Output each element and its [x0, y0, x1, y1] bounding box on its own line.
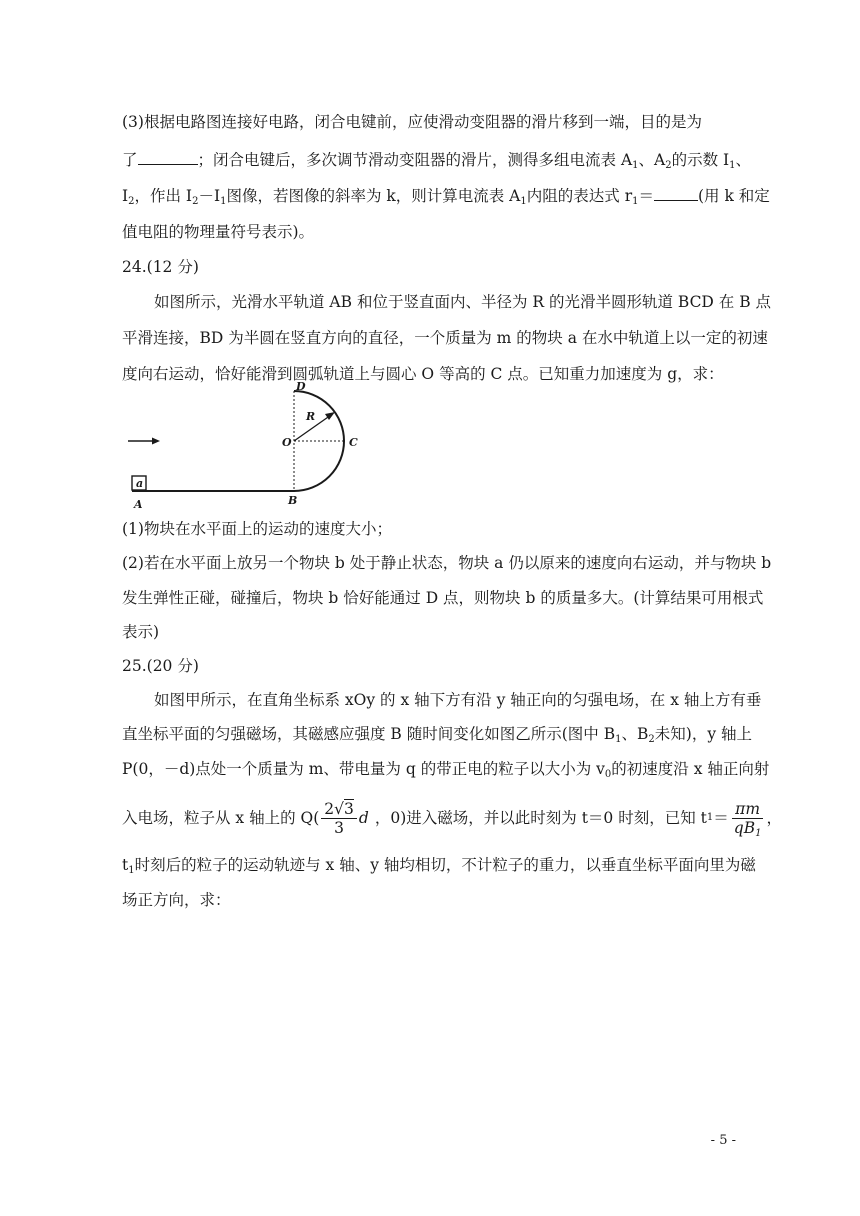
q24-paragraph-line-1: 如图所示，光滑水平轨道 AB 和位于竖直面内、半径为 R 的光滑半圆形轨道 BCD 在 B 点	[154, 293, 772, 311]
label-r: R	[306, 410, 316, 423]
q25-paragraph-line-2	[122, 724, 752, 744]
subscript: 1	[729, 160, 736, 171]
q23-line-4: 值电阻的物理量符号表示)。	[122, 223, 315, 241]
frac-radicand: 3	[344, 799, 354, 818]
frac-den-text: qB	[733, 818, 756, 837]
text: (用 k 和定	[698, 187, 770, 205]
answer-blank[interactable]	[654, 186, 698, 201]
q24-paragraph-line-3: 度向右运动，恰好能滑到圆弧轨道上与圆心 O 等高的 C 点。已知重力加速度为 g，求：	[122, 365, 724, 383]
q24-paragraph-line-2: 平滑连接，BD 为半圆在竖直方向的直径，一个质量为 m 的物块 a 在水中轨道上以一定的初速	[122, 329, 768, 347]
q23-line-2	[122, 150, 751, 170]
text: 时刻后的粒子的运动轨迹与 x 轴、y 轴均相切，不计粒子的重力，以垂直坐标平面向里为磁	[134, 856, 756, 874]
subscript: 1	[128, 865, 135, 876]
arrow-head-icon	[152, 438, 160, 445]
q25-paragraph-line-1: 如图甲所示，在直角坐标系 xOy 的 x 轴下方有沿 y 轴正向的匀强电场，在 x 轴上方有垂	[154, 691, 762, 709]
label-b: B	[288, 494, 298, 507]
text: 图像，若图像的斜率为 k，则计算电流表 A	[226, 187, 521, 205]
subscript: 2	[665, 160, 672, 171]
text: ，	[766, 809, 782, 827]
fraction-2sqrt3-over-3	[321, 800, 357, 837]
text: 内阻的表达式 r	[526, 187, 633, 205]
subscript: 1	[632, 160, 639, 171]
subscript: 1	[520, 196, 527, 207]
q25-paragraph-line-3	[122, 759, 769, 779]
text: 、	[735, 151, 752, 169]
text: ＝	[713, 809, 729, 827]
subscript: 1	[615, 734, 622, 745]
q24-header: 24.(12 分)	[122, 258, 199, 276]
subscript: 2	[648, 734, 655, 745]
answer-blank[interactable]	[138, 150, 198, 165]
label-o: O	[282, 436, 292, 449]
frac-denominator: 3	[334, 818, 345, 837]
frac-coef: 2	[324, 799, 335, 818]
q24-subquestion-1: (1)物块在水平面上的运动的速度大小；	[122, 520, 392, 538]
text: 、B	[621, 725, 649, 743]
fraction-pim-over-qb1	[731, 800, 765, 837]
text: 未知)，y 轴上	[654, 725, 752, 743]
text: 的示数 I	[671, 151, 730, 169]
subscript: 1	[632, 196, 639, 207]
q25-paragraph-line-6: 场正方向，求：	[122, 891, 231, 909]
text: 入电场，粒子从 x 轴上的 Q(	[122, 809, 320, 827]
text: 、A	[638, 151, 666, 169]
q24-subquestion-2-line-3: 表示)	[122, 623, 160, 641]
text: ＝	[638, 187, 654, 205]
q25-header: 25.(20 分)	[122, 657, 199, 675]
subscript: 2	[192, 196, 199, 207]
q24-subquestion-2-line-2: 发生弹性正碰，碰撞后，物块 b 恰好能通过 D 点，则物块 b 的质量多大。(计算结果可用根式	[122, 589, 764, 607]
text: 的初速度沿 x 轴正向射	[611, 760, 770, 778]
subscript: 1	[220, 196, 227, 207]
text: P(0，－d)点处一个质量为 m、带电量为 q 的带正电的粒子以大小为 v	[122, 760, 605, 778]
text: t	[122, 856, 129, 874]
label-a: a	[136, 477, 144, 490]
frac-numerator: πm	[732, 800, 763, 819]
q24-track-figure	[122, 380, 372, 512]
text: 直坐标平面的匀强磁场，其磁感应强度 B 随时间变化如图乙所示(图中 B	[122, 725, 616, 743]
text: ，0)进入磁场，并以此时刻为 t＝0 时刻，已知 t	[374, 809, 707, 827]
label-d: D	[296, 380, 306, 393]
q24-subquestion-2-line-1: (2)若在水平面上放另一个物块 b 处于静止状态，物块 a 仍以原来的速度向右运动，并与物块 b	[122, 554, 772, 572]
q23-line-3	[122, 186, 770, 206]
sqrt-symbol: √3	[334, 799, 354, 818]
subscript: 1	[755, 827, 762, 839]
label-a-point: A	[134, 498, 143, 511]
text: －I	[198, 187, 221, 205]
subscript: 0	[604, 769, 612, 780]
var-d: d	[358, 809, 369, 827]
text: ；闭合电键后，多次调节滑动变阻器的滑片，测得多组电流表 A	[197, 151, 633, 169]
frac-denominator	[731, 819, 765, 837]
text: I	[122, 187, 129, 205]
subscript: 2	[128, 196, 135, 207]
page-number: - 5 -	[710, 1133, 736, 1148]
q23-line-1: (3)根据电路图连接好电路，闭合电键前，应使滑动变阻器的滑片移到一端，目的是为	[122, 113, 702, 131]
q25-paragraph-line-4: 入电场，粒子从 x 轴上的 Q( $\frac{2√3}{3}$ d ，0)进入磁场，并以此时刻为 t＝0 时刻，已知 t 1 ＝ $\frac{\pi m}{qB_1}$ ，	[122, 799, 782, 839]
label-c: C	[349, 436, 358, 449]
q25-paragraph-line-5	[122, 855, 756, 875]
text: ，作出 I	[134, 187, 193, 205]
text: 了	[122, 151, 138, 169]
